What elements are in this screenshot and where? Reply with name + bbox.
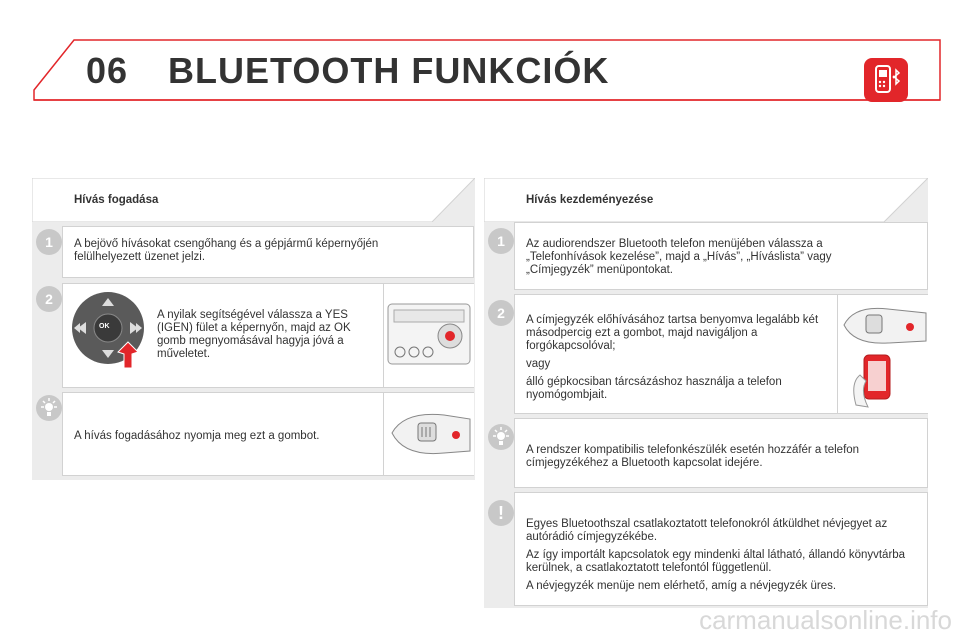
exclamation-icon: ! bbox=[488, 500, 514, 526]
right-section-title: Hívás kezdeményezése bbox=[526, 194, 654, 206]
right-step2-text2: vagy bbox=[526, 358, 551, 370]
lightbulb-icon-right bbox=[488, 424, 514, 450]
right-warning-text2: Az így importált kapcsolatok egy mindenki által látható, állandó könyvtárba kerülnek, a csatlakoztatott telefontól függetlenül. bbox=[526, 549, 906, 574]
left-tip-text: A hívás fogadásához nyomja meg ezt a gombot. bbox=[74, 430, 320, 442]
phone-bluetooth-icon bbox=[864, 58, 908, 102]
page-title: BLUETOOTH FUNKCIÓK bbox=[168, 50, 610, 91]
left-step2-text: A nyilak segítségével válassza a YES (IGEN) fület a képernyőn, majd az OK gomb megnyomásával hagyja jóvá a műveletet. bbox=[157, 309, 351, 360]
ok-button-label: OK bbox=[99, 323, 110, 330]
right-step2-text bbox=[526, 314, 826, 407]
left-step1-text: A bejövő hívásokat csengőhang és a gépjármű képernyőjén felülhelyezett üzenet jelzi. bbox=[74, 238, 379, 263]
steering-stalk-illustration bbox=[383, 393, 474, 475]
lightbulb-icon bbox=[36, 395, 62, 421]
right-warning-text1: Egyes Bluetoothszal csatlakoztatott telefonokról átküldhet névjegyet az autórádió címjegyzékébe. bbox=[526, 518, 888, 543]
step-badge-2: 2 bbox=[36, 286, 62, 312]
right-warning-text3: A névjegyzék menüje nem elérhető, amíg a névjegyzék üres. bbox=[526, 580, 837, 592]
watermark: carmanualsonline.info bbox=[699, 605, 952, 635]
chapter-number: 06 bbox=[86, 50, 129, 91]
radio-panel-illustration bbox=[383, 284, 474, 387]
step-badge-2-right: 2 bbox=[488, 300, 514, 326]
right-step2-text3: álló gépkocsiban tárcsázáshoz használja a telefon nyomógombjait. bbox=[526, 376, 782, 401]
ok-navigation-pad-illustration bbox=[68, 290, 148, 370]
stalk-and-phone-illustration bbox=[837, 295, 928, 413]
left-section-title: Hívás fogadása bbox=[74, 194, 159, 206]
step-badge-1-right: 1 bbox=[488, 228, 514, 254]
right-step2-text1: A címjegyzék előhívásához tartsa benyomva legalább két másodpercig ezt a gombot, majd navigáljon a forgókapcsolóval; bbox=[526, 314, 819, 352]
step-badge-1: 1 bbox=[36, 229, 62, 255]
right-warning-text bbox=[526, 518, 918, 598]
right-tip-text: A rendszer kompatibilis telefonkészülék esetén hozzáfér a telefon címjegyzékéhez a Bluetooth kapcsolat idejére. bbox=[526, 444, 860, 469]
right-step1-text: Az audiorendszer Bluetooth telefon menüjében válassza a „Telefonhívások kezelése”, majd a „Hívás”, „Híváslista” vagy „Címjegyzék” menüpontokat. bbox=[526, 238, 832, 276]
